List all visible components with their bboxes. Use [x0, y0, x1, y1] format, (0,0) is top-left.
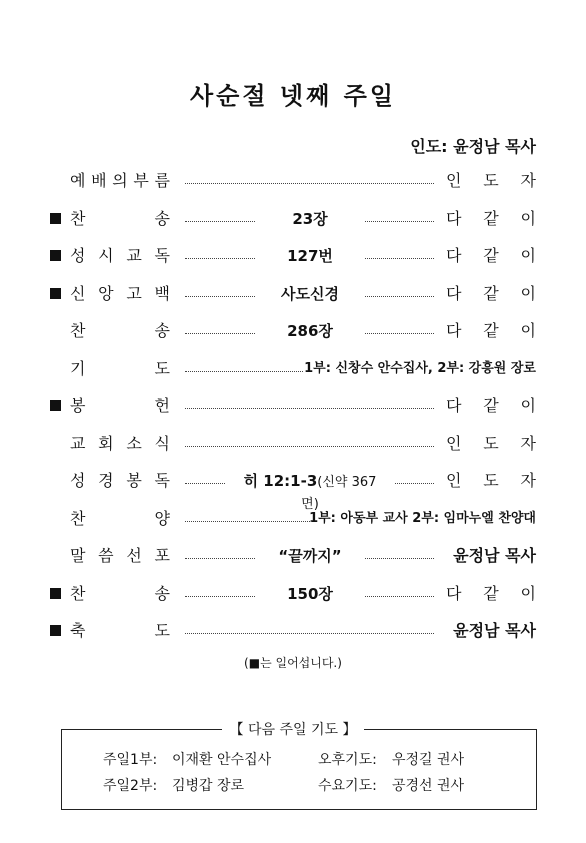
- dot-leader: [185, 596, 255, 597]
- dot-leader: [185, 258, 255, 259]
- order-row: [50, 209, 536, 235]
- order-label: 말 씀 선 포: [70, 546, 170, 565]
- order-responsible: 인 도 자: [446, 171, 536, 190]
- prayer-v2-row1: 우정길 권사: [392, 752, 465, 768]
- order-row: [50, 321, 536, 347]
- dot-leader: [365, 221, 434, 222]
- prayer-k1-row2: 주일2부:: [103, 778, 158, 794]
- order-responsible: 다 같 이: [446, 284, 536, 303]
- dot-leader: [185, 446, 434, 447]
- dot-leader: [365, 558, 434, 559]
- order-row: [50, 284, 536, 310]
- dot-leader: [185, 183, 434, 184]
- order-row: [50, 171, 536, 197]
- dot-leader: [185, 633, 434, 634]
- order-responsible: 다 같 이: [446, 396, 536, 415]
- stand-marker-icon: [50, 588, 61, 599]
- prayer-v1-row1: 이재환 안수집사: [172, 752, 272, 768]
- order-label: 예 배 의 부 름: [70, 171, 170, 190]
- stand-marker-icon: [50, 288, 61, 299]
- dot-leader: [185, 371, 303, 372]
- dot-leader: [185, 333, 255, 334]
- order-row: [50, 621, 536, 647]
- order-detail: 히 12:1-3(신약 367면): [243, 472, 377, 512]
- order-label: 찬 양: [70, 509, 170, 528]
- dot-leader: [185, 483, 225, 484]
- order-label: 성 시 교 독: [70, 246, 170, 265]
- order-responsible: 1부: 신창수 안수집사, 2부: 강흥원 장로: [304, 361, 536, 376]
- dot-leader: [185, 296, 255, 297]
- prayer-k2-row1: 오후기도:: [318, 752, 377, 768]
- dot-leader: [365, 258, 434, 259]
- order-label: 봉 헌: [70, 396, 170, 415]
- order-detail: 150장: [287, 585, 333, 603]
- stand-marker-icon: [50, 213, 61, 224]
- order-label: 축 도: [70, 621, 170, 640]
- order-detail: 사도신경: [281, 285, 339, 303]
- order-row: [50, 246, 536, 272]
- order-row: [50, 396, 536, 422]
- dot-leader: [185, 521, 312, 522]
- prayer-k1-row1: 주일1부:: [103, 752, 158, 768]
- order-detail: “끝까지”: [278, 547, 342, 565]
- order-row: [50, 546, 536, 572]
- order-responsible: 다 같 이: [446, 584, 536, 603]
- prayer-v2-row2: 공경선 권사: [392, 778, 465, 794]
- order-responsible: 다 같 이: [446, 246, 536, 265]
- order-responsible: 윤정남 목사: [453, 546, 536, 565]
- standing-note: (■는 일어섭니다.): [244, 656, 342, 670]
- prayer-box: [61, 729, 537, 810]
- order-label: 신 앙 고 백: [70, 284, 170, 303]
- dot-leader: [365, 333, 434, 334]
- order-detail: 127번: [287, 247, 333, 265]
- order-label: 기 도: [70, 359, 170, 378]
- dot-leader: [185, 558, 255, 559]
- stand-marker-icon: [50, 250, 61, 261]
- order-label: 찬 송: [70, 209, 170, 228]
- order-responsible: 윤정남 목사: [453, 621, 536, 640]
- order-responsible: 다 같 이: [446, 209, 536, 228]
- order-row: [50, 509, 536, 535]
- page-title: 사순절 넷째 주일: [190, 82, 396, 110]
- order-label: 찬 송: [70, 584, 170, 603]
- dot-leader: [185, 408, 434, 409]
- order-row: [50, 471, 536, 512]
- order-responsible: 인 도 자: [446, 434, 536, 453]
- dot-leader: [365, 596, 434, 597]
- order-label: 찬 송: [70, 321, 170, 340]
- order-row: [50, 434, 536, 460]
- prayer-v1-row2: 김병갑 장로: [172, 778, 245, 794]
- dot-leader: [365, 296, 434, 297]
- stand-marker-icon: [50, 400, 61, 411]
- order-responsible: 다 같 이: [446, 321, 536, 340]
- worship-leader: 인도: 윤정남 목사: [410, 137, 536, 156]
- dot-leader: [185, 221, 255, 222]
- prayer-box-title: 【 다음 주일 기도 】: [0, 719, 586, 739]
- stand-marker-icon: [50, 625, 61, 636]
- order-responsible: 인 도 자: [446, 471, 536, 490]
- order-row: [50, 359, 536, 385]
- dot-leader: [395, 483, 434, 484]
- order-label: 성 경 봉 독: [70, 471, 170, 490]
- order-row: [50, 584, 536, 610]
- order-detail: 23장: [292, 210, 328, 228]
- prayer-k2-row2: 수요기도:: [318, 778, 377, 794]
- order-responsible: 1부: 아동부 교사 2부: 임마누엘 찬양대: [309, 511, 536, 526]
- order-label: 교 회 소 식: [70, 434, 170, 453]
- order-detail: 286장: [287, 322, 333, 340]
